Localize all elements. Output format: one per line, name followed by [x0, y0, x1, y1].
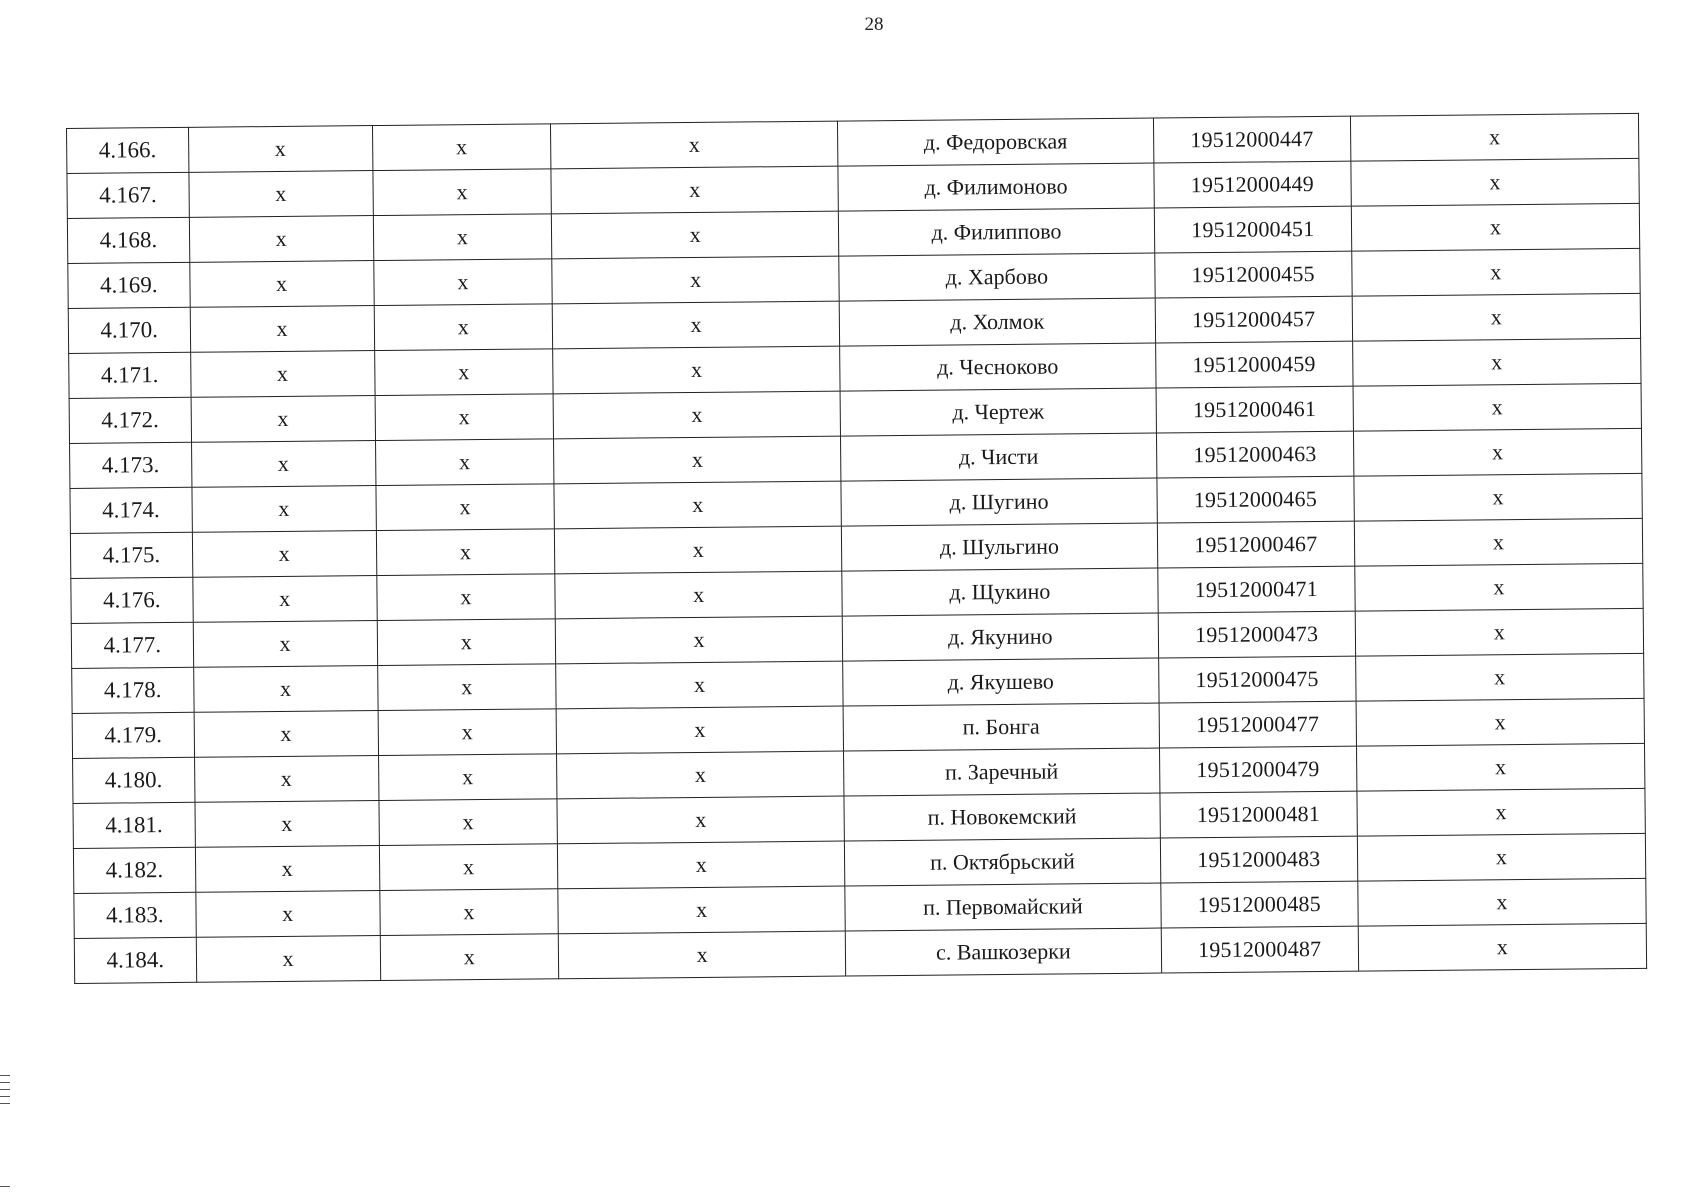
column-2-cell: x	[193, 621, 377, 668]
settlement-name-cell: п. Бонга	[843, 703, 1159, 751]
row-number-cell: 4.172.	[69, 397, 191, 443]
oktmo-code-cell: 19512000463	[1156, 431, 1354, 478]
margin-mark	[0, 1075, 10, 1076]
oktmo-code-cell: 19512000465	[1157, 476, 1355, 523]
column-7-cell: x	[1354, 518, 1643, 566]
column-7-cell: x	[1358, 923, 1647, 971]
row-number-cell: 4.174.	[70, 487, 192, 533]
oktmo-code-cell: 19512000483	[1160, 836, 1358, 883]
column-4-cell: x	[551, 121, 838, 169]
column-7-cell: x	[1352, 338, 1641, 386]
column-7-cell: x	[1357, 788, 1646, 836]
column-2-cell: x	[190, 306, 374, 353]
margin-mark	[0, 1082, 10, 1083]
column-3-cell: x	[377, 619, 556, 666]
oktmo-code-cell: 19512000471	[1157, 566, 1355, 613]
row-number-cell: 4.167.	[67, 172, 189, 218]
oktmo-code-cell: 19512000451	[1154, 206, 1352, 253]
column-3-cell: x	[379, 844, 558, 891]
oktmo-code-cell: 19512000459	[1155, 341, 1353, 388]
column-2-cell: x	[195, 801, 379, 848]
settlement-name-cell: д. Филиппово	[839, 208, 1155, 256]
column-4-cell: x	[554, 436, 841, 484]
margin-mark	[0, 1096, 10, 1097]
column-4-cell: x	[552, 256, 839, 304]
oktmo-code-cell: 19512000487	[1161, 926, 1359, 973]
column-2-cell: x	[192, 531, 376, 578]
column-7-cell: x	[1351, 158, 1640, 206]
column-7-cell: x	[1356, 698, 1645, 746]
settlement-name-cell: д. Чисти	[841, 433, 1157, 481]
column-4-cell: x	[555, 526, 842, 574]
column-2-cell: x	[195, 891, 379, 938]
settlement-name-cell: с. Вашкозерки	[845, 928, 1161, 976]
column-7-cell: x	[1350, 113, 1639, 161]
column-2-cell: x	[190, 351, 374, 398]
column-4-cell: x	[554, 481, 841, 529]
settlement-name-cell: д. Холмок	[839, 298, 1155, 346]
settlement-name-cell: д. Харбово	[839, 253, 1155, 301]
settlement-name-cell: д. Якунино	[842, 613, 1158, 661]
column-3-cell: x	[372, 124, 551, 171]
margin-mark	[0, 1089, 10, 1090]
column-2-cell: x	[194, 756, 378, 803]
column-4-cell: x	[557, 796, 844, 844]
row-number-cell: 4.177.	[71, 622, 193, 668]
oktmo-code-cell: 19512000481	[1160, 791, 1358, 838]
column-2-cell: x	[192, 576, 376, 623]
settlement-name-cell: п. Новокемский	[844, 793, 1160, 841]
column-2-cell: x	[189, 216, 373, 263]
column-3-cell: x	[373, 259, 552, 306]
settlement-name-cell: д. Федоровская	[838, 118, 1154, 166]
settlement-name-cell: п. Заречный	[844, 748, 1160, 796]
oktmo-code-cell: 19512000449	[1154, 161, 1352, 208]
column-2-cell: x	[196, 936, 380, 983]
column-3-cell: x	[378, 709, 557, 756]
column-3-cell: x	[379, 889, 558, 936]
column-7-cell: x	[1355, 608, 1644, 656]
column-7-cell: x	[1355, 653, 1644, 701]
column-4-cell: x	[556, 661, 843, 709]
oktmo-code-cell: 19512000457	[1155, 296, 1353, 343]
column-3-cell: x	[379, 799, 558, 846]
column-3-cell: x	[376, 484, 555, 531]
column-7-cell: x	[1355, 563, 1644, 611]
column-4-cell: x	[558, 841, 845, 889]
column-3-cell: x	[380, 934, 559, 981]
column-7-cell: x	[1354, 473, 1643, 521]
oktmo-code-cell: 19512000473	[1158, 611, 1356, 658]
row-number-cell: 4.182.	[73, 847, 195, 893]
row-number-cell: 4.179.	[72, 712, 194, 758]
table-body	[67, 113, 1647, 983]
row-number-cell: 4.171.	[69, 352, 191, 398]
row-number-cell: 4.181.	[73, 802, 195, 848]
column-7-cell: x	[1352, 248, 1641, 296]
column-4-cell: x	[558, 931, 845, 979]
column-3-cell: x	[373, 169, 552, 216]
settlements-table	[66, 113, 1647, 984]
column-3-cell: x	[377, 664, 556, 711]
settlement-name-cell: п. Октябрьский	[845, 838, 1161, 886]
column-4-cell: x	[558, 886, 845, 934]
column-2-cell: x	[191, 396, 375, 443]
column-7-cell: x	[1358, 878, 1647, 926]
oktmo-code-cell: 19512000475	[1158, 656, 1356, 703]
oktmo-code-cell: 19512000467	[1157, 521, 1355, 568]
row-number-cell: 4.170.	[68, 307, 190, 353]
column-3-cell: x	[373, 214, 552, 261]
oktmo-code-cell: 19512000485	[1160, 881, 1358, 928]
column-3-cell: x	[375, 394, 554, 441]
margin-mark	[0, 1103, 10, 1104]
column-2-cell: x	[195, 846, 379, 893]
column-7-cell: x	[1353, 383, 1642, 431]
column-3-cell: x	[378, 754, 557, 801]
settlement-name-cell: д. Филимоново	[838, 163, 1154, 211]
column-4-cell: x	[555, 616, 842, 664]
column-4-cell: x	[555, 571, 842, 619]
column-4-cell: x	[553, 346, 840, 394]
settlement-name-cell: д. Шульгино	[842, 523, 1158, 571]
column-4-cell: x	[556, 706, 843, 754]
column-2-cell: x	[192, 486, 376, 533]
column-7-cell: x	[1356, 743, 1645, 791]
settlement-name-cell: п. Первомайский	[845, 883, 1161, 931]
row-number-cell: 4.175.	[70, 532, 192, 578]
column-3-cell: x	[376, 529, 555, 576]
row-number-cell: 4.178.	[72, 667, 194, 713]
oktmo-code-cell: 19512000455	[1154, 251, 1352, 298]
column-2-cell: x	[194, 711, 378, 758]
settlement-name-cell: д. Чертеж	[840, 388, 1156, 436]
column-4-cell: x	[553, 391, 840, 439]
column-7-cell: x	[1352, 293, 1641, 341]
column-7-cell: x	[1353, 428, 1642, 476]
settlement-name-cell: д. Чесноково	[840, 343, 1156, 391]
column-2-cell: x	[193, 666, 377, 713]
column-2-cell: x	[188, 126, 372, 173]
row-number-cell: 4.176.	[71, 577, 193, 623]
margin-mark	[0, 1186, 10, 1187]
page-number: 28	[864, 14, 884, 35]
oktmo-code-cell: 19512000461	[1156, 386, 1354, 433]
column-3-cell: x	[374, 304, 553, 351]
settlement-name-cell: д. Якушево	[843, 658, 1159, 706]
column-7-cell: x	[1357, 833, 1646, 881]
column-4-cell: x	[557, 751, 844, 799]
row-number-cell: 4.168.	[67, 217, 189, 263]
row-number-cell: 4.184.	[74, 937, 196, 983]
oktmo-code-cell: 19512000477	[1159, 701, 1357, 748]
row-number-cell: 4.180.	[73, 757, 195, 803]
column-3-cell: x	[376, 574, 555, 621]
column-2-cell: x	[191, 441, 375, 488]
column-4-cell: x	[552, 301, 839, 349]
column-4-cell: x	[552, 211, 839, 259]
row-number-cell: 4.173.	[70, 442, 192, 488]
table-container	[66, 113, 1634, 984]
column-4-cell: x	[551, 166, 838, 214]
column-3-cell: x	[375, 439, 554, 486]
row-number-cell: 4.169.	[68, 262, 190, 308]
row-number-cell: 4.183.	[74, 892, 196, 938]
column-7-cell: x	[1351, 203, 1640, 251]
row-number-cell: 4.166.	[67, 127, 189, 173]
oktmo-code-cell: 19512000479	[1159, 746, 1357, 793]
column-2-cell: x	[189, 261, 373, 308]
column-3-cell: x	[374, 349, 553, 396]
settlement-name-cell: д. Шугино	[841, 478, 1157, 526]
oktmo-code-cell: 19512000447	[1153, 116, 1351, 163]
settlement-name-cell: д. Щукино	[842, 568, 1158, 616]
column-2-cell: x	[189, 171, 373, 218]
